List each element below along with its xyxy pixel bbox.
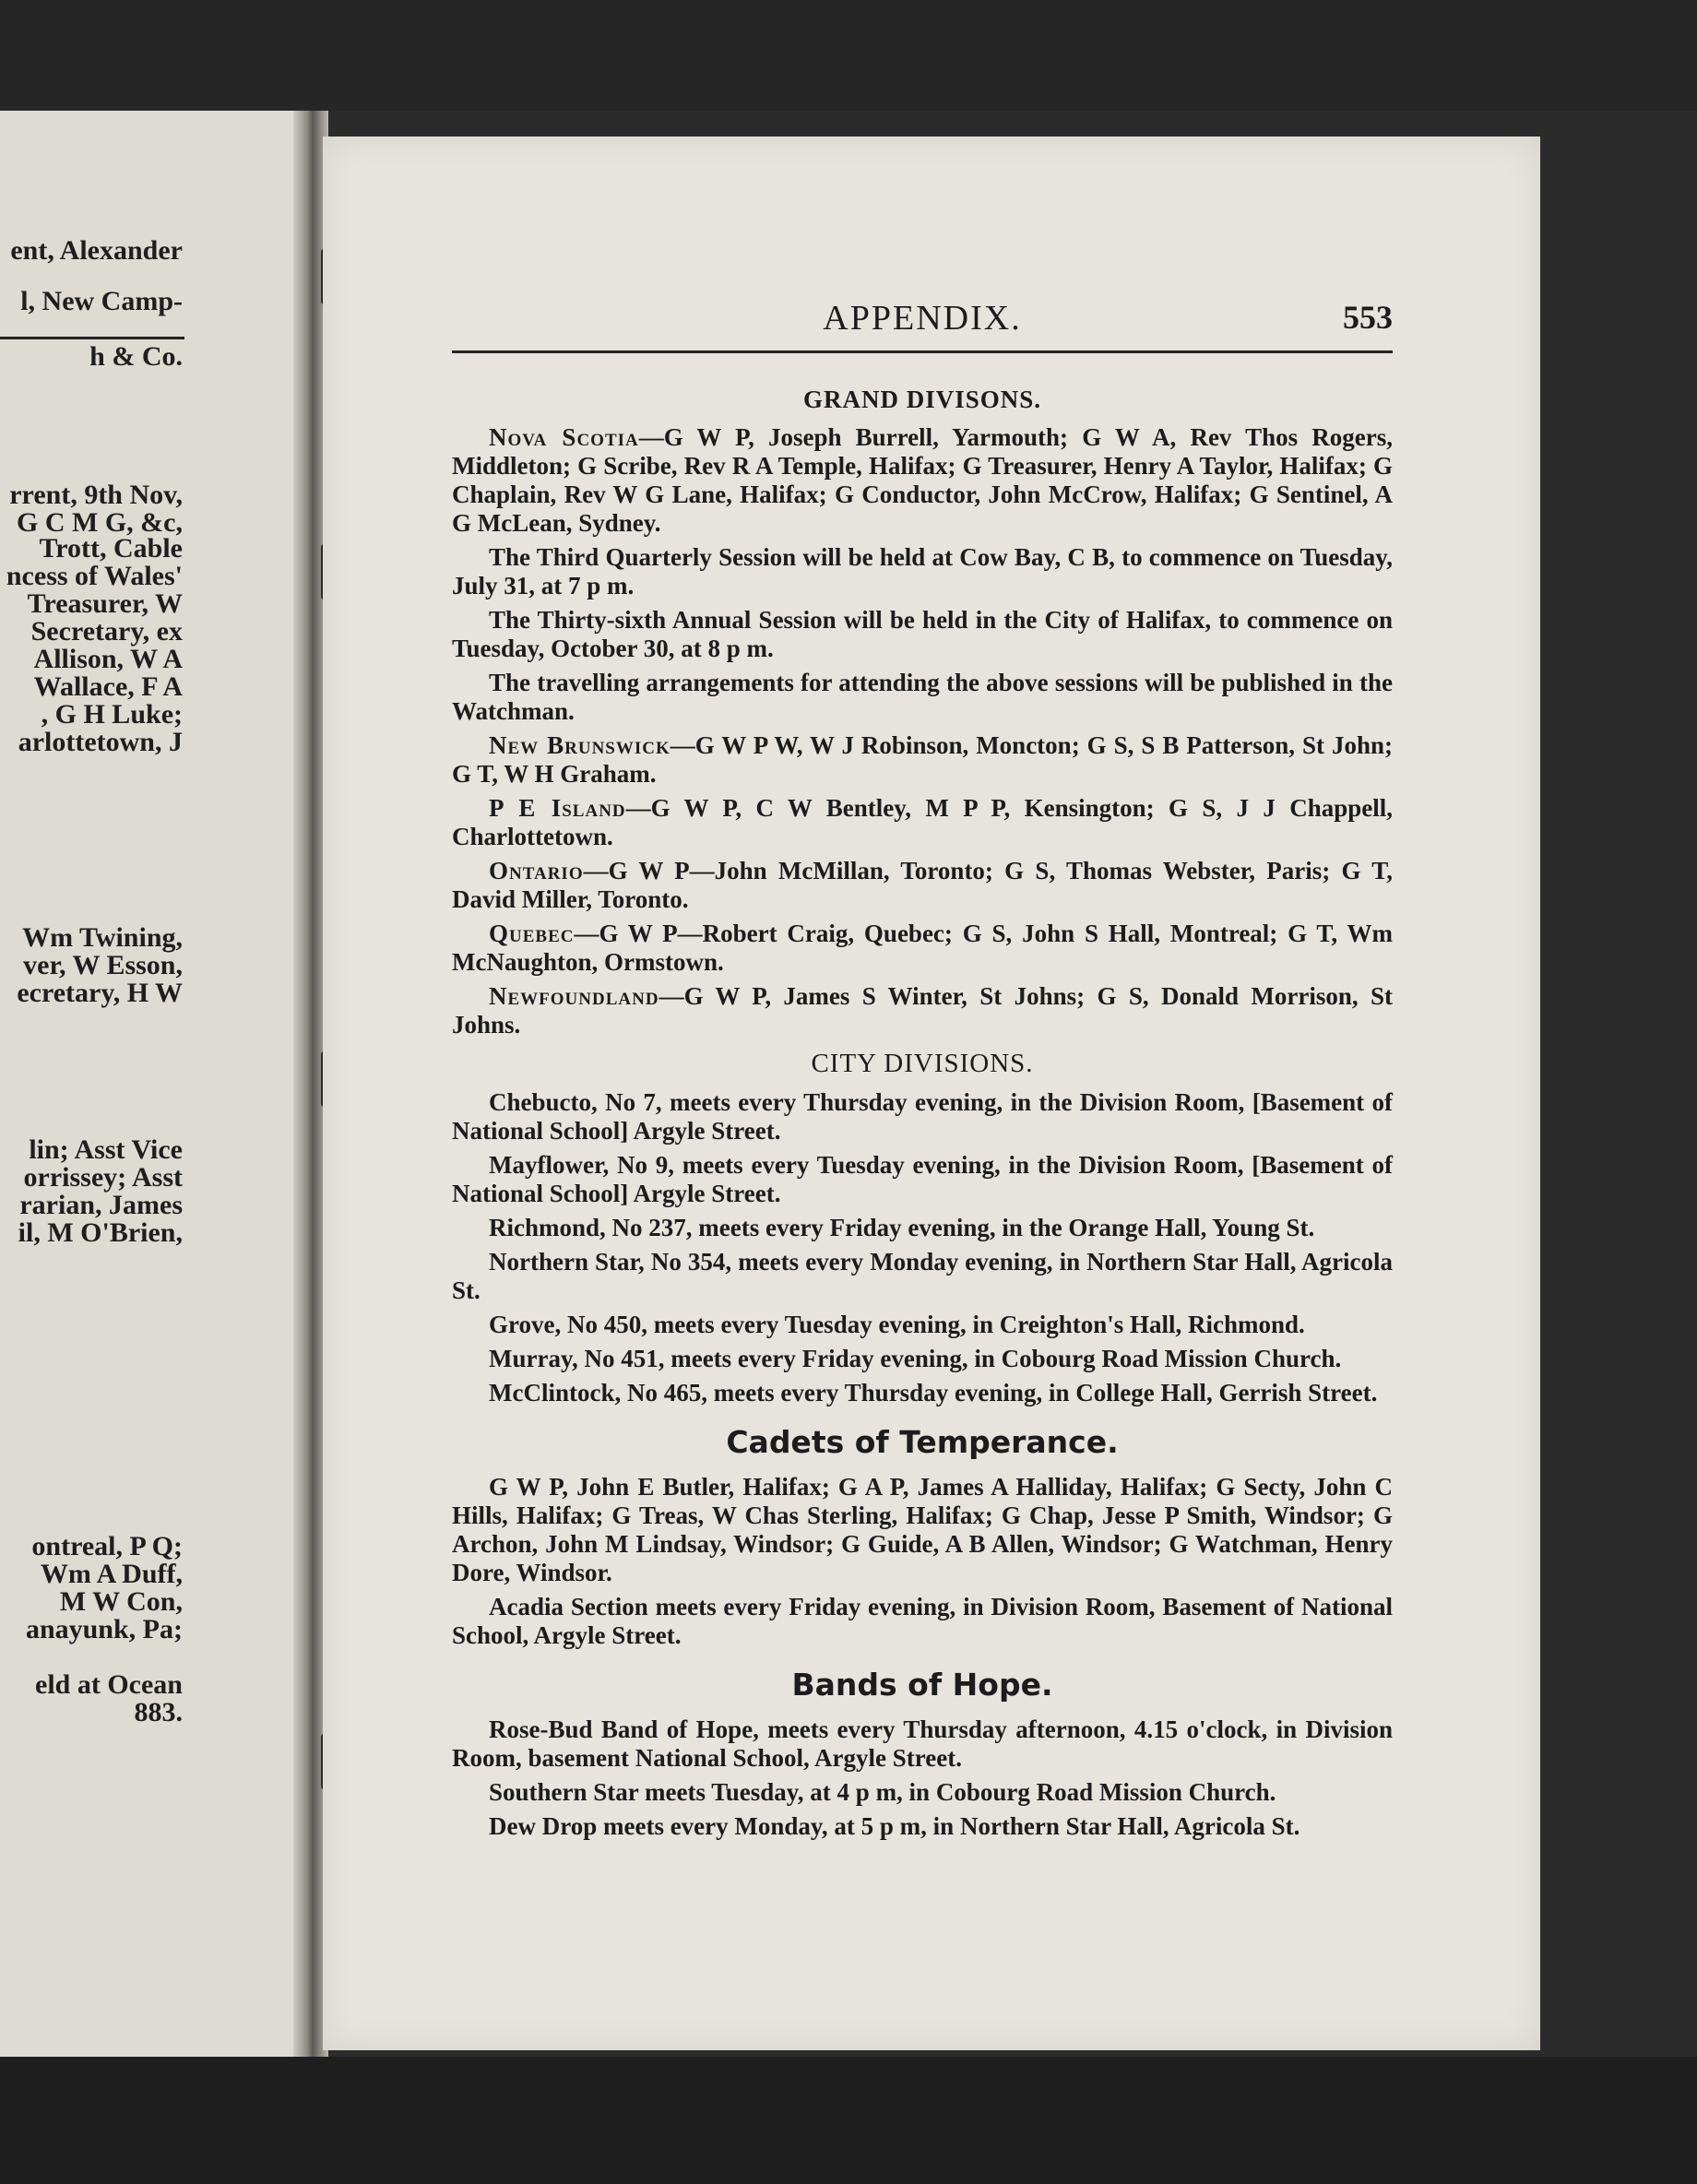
facing-page-line: Allison, W A (33, 644, 183, 674)
city-division-entry: Northern Star, No 354, meets every Monday evening, in Northern Star Hall, Agricola St. (452, 1248, 1393, 1304)
division-text: The Third Quarterly Session will be held at Cow Bay, C B, to commence on Tuesday, July 31, at 7 p m. (452, 543, 1393, 599)
facing-page-line: rrent, 9th Nov, (9, 480, 183, 510)
city-divisions-heading: CITY DIVISIONS. (811, 1049, 1034, 1078)
grand-division-entry (452, 606, 1393, 663)
facing-page-fragment (0, 111, 309, 2057)
grand-divisions-heading: GRAND DIVISONS. (802, 386, 1042, 413)
city-division-entry: Murray, No 451, meets every Friday evening, in Cobourg Road Mission Church. (489, 1345, 1342, 1372)
grand-division-entry (452, 543, 1393, 600)
facing-page-line: ent, Alexander (10, 235, 183, 266)
facing-page-line: orrissey; Asst (23, 1162, 183, 1193)
facing-page-line: Wm Twining, (22, 922, 183, 953)
city-divisions-list (452, 1088, 1393, 1407)
scan-background-top (0, 0, 1697, 111)
division-name: Ontario (489, 857, 584, 884)
division-text: —G W P, James S Winter, St Johns; G S, Donald Morrison, St Johns. (452, 982, 1393, 1039)
facing-page-line: Wallace, F A (33, 671, 183, 702)
division-text: —G W P, Joseph Burrell, Yarmouth; G W A, Rev Thos Rogers, Middleton; G Scribe, Rev R A Temple, Halifax; G Treasurer, Henry A Taylor, Halifax; G Chaplain, Rev W G Lane, Halifax; G Conductor, John McCrow, Halifax; G Sentinel, A G McLean, Sydney. (452, 423, 1393, 537)
grand-division-entry (452, 669, 1393, 726)
band-of-hope-entry: Rose-Bud Band of Hope, meets every Thursday afternoon, 4.15 o'clock, in Division Room, basement National School, Argyle Street. (452, 1715, 1393, 1772)
division-name: New Brunswick (489, 731, 670, 759)
facing-page-rule (0, 337, 184, 339)
grand-division-entry (452, 982, 1393, 1039)
facing-page-line: l, New Camp- (20, 286, 183, 316)
facing-page-line: G C M G, &c, (17, 507, 183, 538)
facing-page-line: ecretary, H W (17, 978, 183, 1008)
running-header (452, 298, 1393, 344)
bands-of-hope-list (452, 1715, 1393, 1841)
facing-page-line: il, M O'Brien, (18, 1217, 183, 1248)
facing-page-line: ontreal, P Q; (31, 1531, 183, 1561)
division-text: —G W P—Robert Craig, Quebec; G S, John S Hall, Montreal; G T, Wm McNaughton, Ormstown. (452, 920, 1393, 976)
city-division-entry: McClintock, No 465, meets every Thursday evening, in College Hall, Gerrish Street. (489, 1379, 1378, 1407)
facing-page-line: , G H Luke; (41, 699, 183, 730)
cadets-entry: Acadia Section meets every Friday evening, in Division Room, Basement of National School, Argyle Street. (452, 1593, 1393, 1649)
cadets-list (452, 1473, 1393, 1650)
facing-page-line: h & Co. (89, 341, 183, 372)
facing-page-line: anayunk, Pa; (25, 1614, 183, 1644)
band-of-hope-entry: Southern Star meets Tuesday, at 4 p m, in Cobourg Road Mission Church. (489, 1778, 1276, 1806)
facing-page-line: Treasurer, W (27, 588, 183, 619)
facing-page-line: M W Con, (59, 1586, 183, 1617)
city-division-entry: Richmond, No 237, meets every Friday evening, in the Orange Hall, Young St. (489, 1214, 1315, 1241)
facing-page-line: arlottetown, J (18, 727, 183, 757)
header-rule (452, 350, 1393, 353)
page-title: APPENDIX. (823, 299, 1022, 338)
division-name: Newfoundland (489, 982, 659, 1010)
page-number: 553 (1343, 299, 1393, 336)
facing-page-line: Trott, Cable (39, 533, 183, 564)
grand-divisions-list (452, 423, 1393, 1039)
facing-page-line: ncess of Wales' (6, 561, 183, 591)
facing-page-line: ver, W Esson, (23, 950, 183, 980)
division-text: The travelling arrangements for attending the above sessions will be published in the Watchman. (452, 669, 1393, 725)
main-page (323, 136, 1540, 2050)
division-text: —G W P, C W Bentley, M P P, Kensington; G S, J J Chappell, Charlottetown. (452, 794, 1393, 850)
grand-division-entry (452, 920, 1393, 977)
division-text: —G W P—John McMillan, Toronto; G S, Thomas Webster, Paris; G T, David Miller, Toronto. (452, 857, 1393, 913)
division-name: P E Island (489, 794, 626, 822)
facing-page-line: eld at Ocean (35, 1669, 183, 1700)
grand-division-entry (452, 794, 1393, 851)
bands-of-hope-heading: Bands of Hope. (791, 1667, 1053, 1703)
scan-background-bottom (0, 2057, 1697, 2184)
city-division-entry: Mayflower, No 9, meets every Tuesday evening, in the Division Room, [Basement of National School] Argyle Street. (452, 1151, 1393, 1207)
division-text: —G W P W, W J Robinson, Moncton; G S, S B Patterson, St John; G T, W H Graham. (452, 731, 1393, 788)
facing-page-line: Secretary, ex (30, 616, 183, 647)
facing-page-line: Wm A Duff, (40, 1559, 183, 1589)
division-text: The Thirty-sixth Annual Session will be held in the City of Halifax, to commence on Tuesday, October 30, at 8 p m. (452, 606, 1393, 662)
facing-page-line: 883. (134, 1697, 183, 1727)
grand-division-entry (452, 423, 1393, 538)
band-of-hope-entry: Dew Drop meets every Monday, at 5 p m, in Northern Star Hall, Agricola St. (489, 1812, 1300, 1840)
grand-division-entry (452, 857, 1393, 914)
division-name: Quebec (489, 920, 575, 947)
cadets-heading: Cadets of Temperance. (726, 1424, 1119, 1460)
facing-page-line: rarian, James (19, 1190, 183, 1220)
grand-division-entry (452, 731, 1393, 789)
page-body (452, 386, 1393, 1846)
city-division-entry: Grove, No 450, meets every Tuesday evening, in Creighton's Hall, Richmond. (489, 1311, 1305, 1338)
division-name: Nova Scotia (489, 423, 639, 451)
facing-page-line: lin; Asst Vice (29, 1134, 183, 1165)
cadets-entry: G W P, John E Butler, Halifax; G A P, James A Halliday, Halifax; G Secty, John C Hills, Halifax; G Treas, W Chas Sterling, Halifax; G Chap, Jesse P Smith, Windsor; G Archon, John M Lindsay, Windsor; G Guide, A B Allen, Windsor; G Watchman, Henry Dore, Windsor. (452, 1473, 1393, 1586)
city-division-entry: Chebucto, No 7, meets every Thursday evening, in the Division Room, [Basement of National School] Argyle Street. (452, 1088, 1393, 1145)
